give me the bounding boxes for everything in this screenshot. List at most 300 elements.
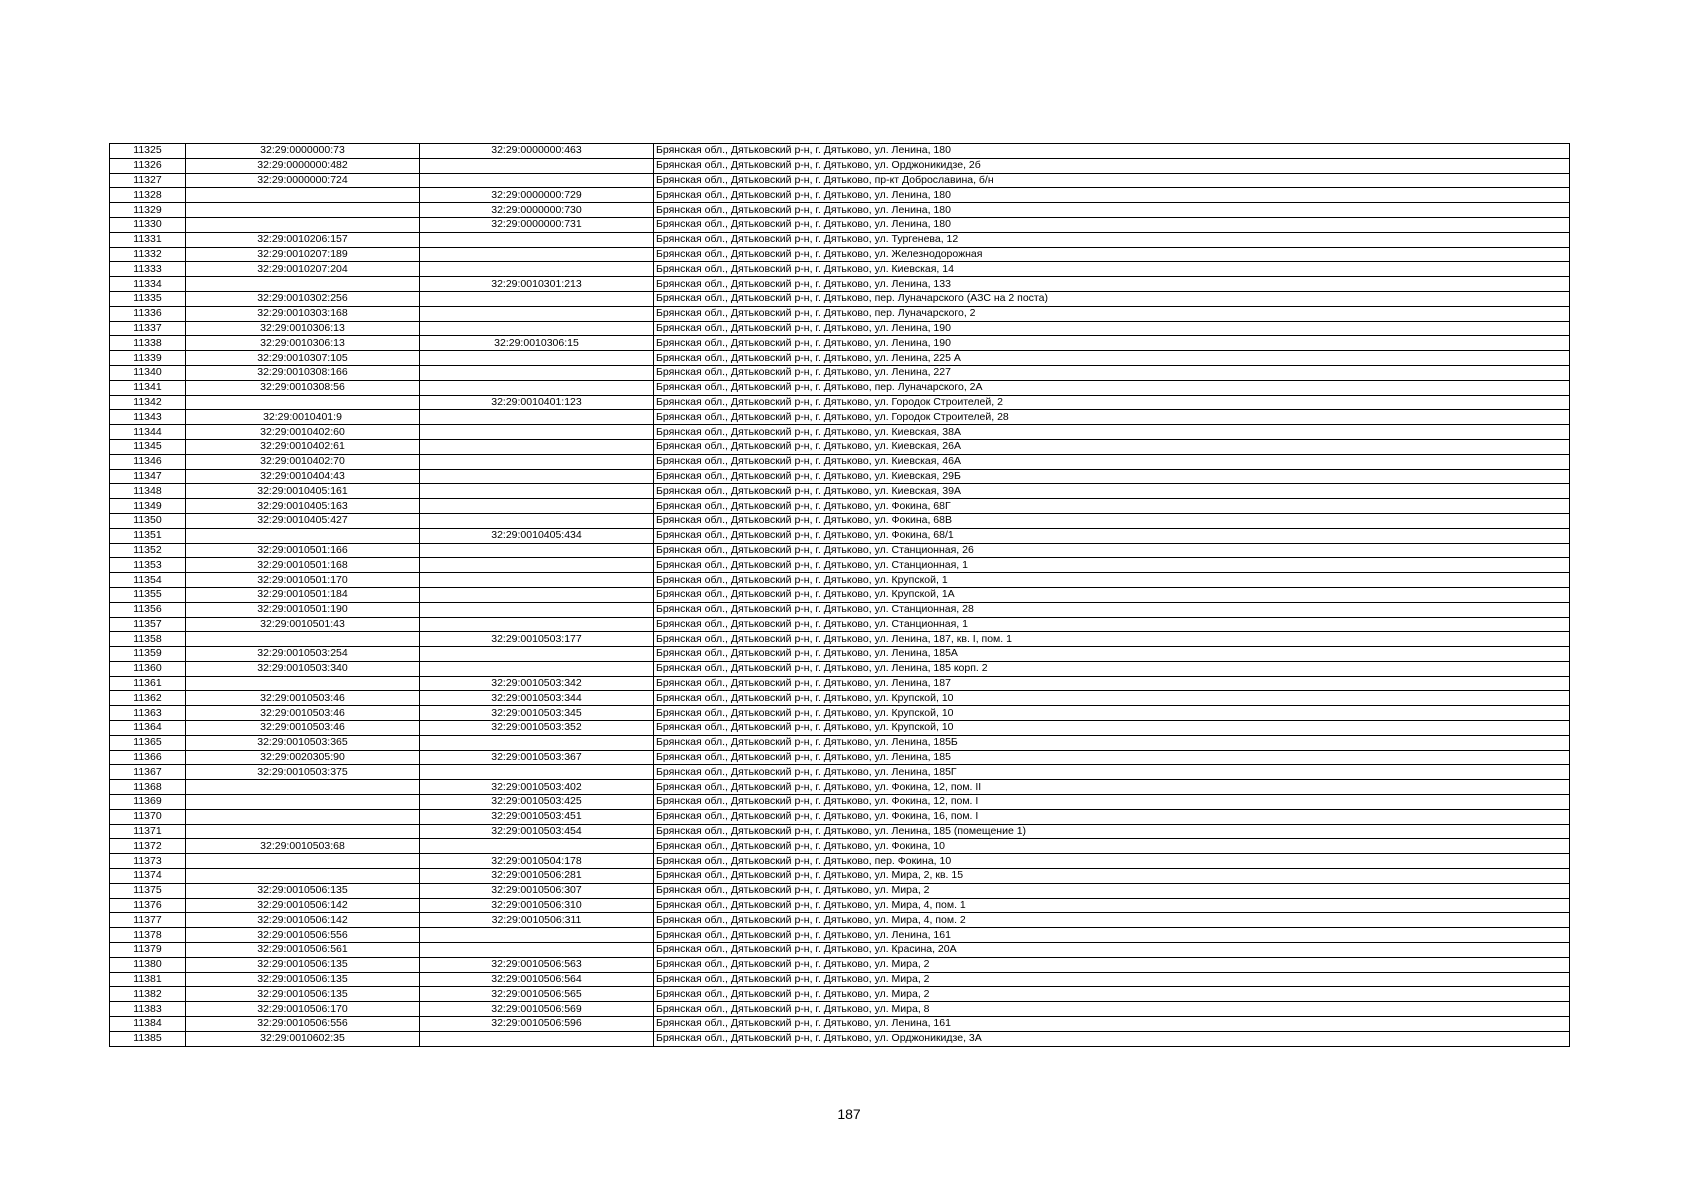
table-row (110, 469, 1570, 484)
land-cadastral-number-cell: 32:29:0010308:166 (186, 365, 420, 380)
table-row (110, 336, 1570, 351)
building-cadastral-number-cell (420, 410, 654, 425)
address-cell: Брянская обл., Дятьковский р-н, г. Дятьково, ул. Орджоникидзе, 3А (654, 1031, 1570, 1046)
building-cadastral-number-cell: 32:29:0010503:425 (420, 795, 654, 810)
table-row (110, 439, 1570, 454)
row-number-cell: 11374 (110, 869, 186, 884)
building-cadastral-number-cell (420, 306, 654, 321)
land-cadastral-number-cell: 32:29:0010506:556 (186, 928, 420, 943)
building-cadastral-number-cell: 32:29:0010301:213 (420, 277, 654, 292)
table-row (110, 883, 1570, 898)
table-row (110, 321, 1570, 336)
building-cadastral-number-cell: 32:29:0010503:345 (420, 706, 654, 721)
row-number-cell: 11359 (110, 647, 186, 662)
table-row (110, 943, 1570, 958)
table-row (110, 499, 1570, 514)
land-cadastral-number-cell: 32:29:0010506:142 (186, 898, 420, 913)
address-cell: Брянская обл., Дятьковский р-н, г. Дятьково, ул. Мира, 2 (654, 957, 1570, 972)
building-cadastral-number-cell: 32:29:0000000:729 (420, 188, 654, 203)
row-number-cell: 11349 (110, 499, 186, 514)
address-cell: Брянская обл., Дятьковский р-н, г. Дятьково, ул. Ленина, 180 (654, 203, 1570, 218)
table-row (110, 513, 1570, 528)
row-number-cell: 11337 (110, 321, 186, 336)
building-cadastral-number-cell (420, 158, 654, 173)
land-cadastral-number-cell: 32:29:0010503:340 (186, 661, 420, 676)
land-cadastral-number-cell (186, 869, 420, 884)
address-cell: Брянская обл., Дятьковский р-н, г. Дятьково, ул. Ленина, 185 (654, 750, 1570, 765)
land-cadastral-number-cell: 32:29:0010506:135 (186, 883, 420, 898)
table-row (110, 602, 1570, 617)
building-cadastral-number-cell: 32:29:0000000:730 (420, 203, 654, 218)
building-cadastral-number-cell (420, 439, 654, 454)
address-cell: Брянская обл., Дятьковский р-н, г. Дятьково, ул. Станционная, 1 (654, 558, 1570, 573)
table-row (110, 395, 1570, 410)
table-row (110, 203, 1570, 218)
address-cell: Брянская обл., Дятьковский р-н, г. Дятьково, ул. Киевская, 46А (654, 454, 1570, 469)
table-row (110, 528, 1570, 543)
row-number-cell: 11339 (110, 351, 186, 366)
table-row (110, 957, 1570, 972)
table-row (110, 972, 1570, 987)
table-row (110, 1031, 1570, 1046)
address-cell: Брянская обл., Дятьковский р-н, г. Дятьково, ул. Киевская, 39А (654, 484, 1570, 499)
row-number-cell: 11372 (110, 839, 186, 854)
building-cadastral-number-cell: 32:29:0010503:352 (420, 721, 654, 736)
table-row (110, 573, 1570, 588)
address-cell: Брянская обл., Дятьковский р-н, г. Дятьково, ул. Ленина, 225 А (654, 351, 1570, 366)
row-number-cell: 11380 (110, 957, 186, 972)
land-cadastral-number-cell: 32:29:0010207:189 (186, 247, 420, 262)
address-cell: Брянская обл., Дятьковский р-н, г. Дятьково, ул. Фокина, 12, пом. II (654, 780, 1570, 795)
row-number-cell: 11383 (110, 1002, 186, 1017)
address-cell: Брянская обл., Дятьковский р-н, г. Дятьково, ул. Станционная, 26 (654, 543, 1570, 558)
table-row (110, 765, 1570, 780)
row-number-cell: 11342 (110, 395, 186, 410)
row-number-cell: 11334 (110, 277, 186, 292)
table-row (110, 217, 1570, 232)
address-cell: Брянская обл., Дятьковский р-н, г. Дятьково, ул. Крупской, 1 (654, 573, 1570, 588)
land-cadastral-number-cell: 32:29:0010506:135 (186, 987, 420, 1002)
table-row (110, 913, 1570, 928)
land-cadastral-number-cell (186, 809, 420, 824)
row-number-cell: 11340 (110, 365, 186, 380)
land-cadastral-number-cell: 32:29:0010308:56 (186, 380, 420, 395)
land-cadastral-number-cell: 32:29:0010402:61 (186, 439, 420, 454)
address-cell: Брянская обл., Дятьковский р-н, г. Дятьково, ул. Крупской, 10 (654, 706, 1570, 721)
row-number-cell: 11353 (110, 558, 186, 573)
building-cadastral-number-cell (420, 602, 654, 617)
land-cadastral-number-cell: 32:29:0010506:135 (186, 957, 420, 972)
address-cell: Брянская обл., Дятьковский р-н, г. Дятьково, ул. Киевская, 29Б (654, 469, 1570, 484)
building-cadastral-number-cell (420, 617, 654, 632)
building-cadastral-number-cell (420, 839, 654, 854)
land-cadastral-number-cell: 32:29:0000000:724 (186, 173, 420, 188)
land-cadastral-number-cell (186, 188, 420, 203)
building-cadastral-number-cell (420, 765, 654, 780)
address-cell: Брянская обл., Дятьковский р-н, г. Дятьково, ул. Ленина, 180 (654, 188, 1570, 203)
table-row (110, 291, 1570, 306)
address-cell: Брянская обл., Дятьковский р-н, г. Дятьково, ул. Ленина, 190 (654, 336, 1570, 351)
row-number-cell: 11351 (110, 528, 186, 543)
land-cadastral-number-cell: 32:29:0010402:60 (186, 425, 420, 440)
row-number-cell: 11366 (110, 750, 186, 765)
table-row (110, 144, 1570, 159)
row-number-cell: 11341 (110, 380, 186, 395)
address-cell: Брянская обл., Дятьковский р-н, г. Дятьково, ул. Ленина, 180 (654, 144, 1570, 159)
row-number-cell: 11360 (110, 661, 186, 676)
row-number-cell: 11375 (110, 883, 186, 898)
building-cadastral-number-cell (420, 262, 654, 277)
land-cadastral-number-cell (186, 632, 420, 647)
building-cadastral-number-cell (420, 351, 654, 366)
building-cadastral-number-cell: 32:29:0010506:310 (420, 898, 654, 913)
land-cadastral-number-cell: 32:29:0010405:163 (186, 499, 420, 514)
address-cell: Брянская обл., Дятьковский р-н, г. Дятьково, ул. Крупской, 10 (654, 691, 1570, 706)
row-number-cell: 11382 (110, 987, 186, 1002)
row-number-cell: 11367 (110, 765, 186, 780)
table-row (110, 1002, 1570, 1017)
table-row (110, 587, 1570, 602)
address-cell: Брянская обл., Дятьковский р-н, г. Дятьково, ул. Мира, 4, пом. 1 (654, 898, 1570, 913)
land-cadastral-number-cell (186, 780, 420, 795)
address-cell: Брянская обл., Дятьковский р-н, г. Дятьково, ул. Крупской, 10 (654, 721, 1570, 736)
row-number-cell: 11330 (110, 217, 186, 232)
address-cell: Брянская обл., Дятьковский р-н, г. Дятьково, ул. Ленина, 185Б (654, 735, 1570, 750)
table-row (110, 735, 1570, 750)
row-number-cell: 11362 (110, 691, 186, 706)
row-number-cell: 11343 (110, 410, 186, 425)
building-cadastral-number-cell (420, 647, 654, 662)
address-cell: Брянская обл., Дятьковский р-н, г. Дятьково, ул. Ленина, 185А (654, 647, 1570, 662)
address-cell: Брянская обл., Дятьковский р-н, г. Дятьково, ул. Ленина, 187 (654, 676, 1570, 691)
table-row (110, 706, 1570, 721)
address-cell: Брянская обл., Дятьковский р-н, г. Дятьково, ул. Фокина, 16, пом. I (654, 809, 1570, 824)
row-number-cell: 11376 (110, 898, 186, 913)
building-cadastral-number-cell (420, 943, 654, 958)
row-number-cell: 11355 (110, 587, 186, 602)
building-cadastral-number-cell (420, 454, 654, 469)
land-cadastral-number-cell (186, 824, 420, 839)
building-cadastral-number-cell (420, 469, 654, 484)
table-row (110, 898, 1570, 913)
land-cadastral-number-cell (186, 795, 420, 810)
table-row (110, 839, 1570, 854)
table-row (110, 721, 1570, 736)
row-number-cell: 11345 (110, 439, 186, 454)
row-number-cell: 11379 (110, 943, 186, 958)
row-number-cell: 11332 (110, 247, 186, 262)
land-cadastral-number-cell (186, 277, 420, 292)
row-number-cell: 11369 (110, 795, 186, 810)
table-row (110, 795, 1570, 810)
building-cadastral-number-cell: 32:29:0000000:463 (420, 144, 654, 159)
building-cadastral-number-cell (420, 587, 654, 602)
land-cadastral-number-cell: 32:29:0010501:43 (186, 617, 420, 632)
land-cadastral-number-cell: 32:29:0010503:46 (186, 691, 420, 706)
table-row (110, 454, 1570, 469)
row-number-cell: 11335 (110, 291, 186, 306)
land-cadastral-number-cell: 32:29:0010506:142 (186, 913, 420, 928)
address-cell: Брянская обл., Дятьковский р-н, г. Дятьково, ул. Ленина, 161 (654, 928, 1570, 943)
table-row (110, 632, 1570, 647)
building-cadastral-number-cell: 32:29:0010506:596 (420, 1017, 654, 1032)
table-row (110, 987, 1570, 1002)
building-cadastral-number-cell: 32:29:0010503:342 (420, 676, 654, 691)
land-cadastral-number-cell: 32:29:0010405:161 (186, 484, 420, 499)
table-row (110, 351, 1570, 366)
address-cell: Брянская обл., Дятьковский р-н, г. Дятьково, ул. Мира, 4, пом. 2 (654, 913, 1570, 928)
building-cadastral-number-cell: 32:29:0010506:569 (420, 1002, 654, 1017)
building-cadastral-number-cell (420, 543, 654, 558)
land-cadastral-number-cell: 32:29:0010503:68 (186, 839, 420, 854)
table-row (110, 410, 1570, 425)
building-cadastral-number-cell: 32:29:0010306:15 (420, 336, 654, 351)
row-number-cell: 11357 (110, 617, 186, 632)
building-cadastral-number-cell: 32:29:0010506:565 (420, 987, 654, 1002)
address-cell: Брянская обл., Дятьковский р-н, г. Дятьково, ул. Ленина, 185 (помещение 1) (654, 824, 1570, 839)
row-number-cell: 11333 (110, 262, 186, 277)
address-cell: Брянская обл., Дятьковский р-н, г. Дятьково, ул. Ленина, 190 (654, 321, 1570, 336)
row-number-cell: 11338 (110, 336, 186, 351)
address-cell: Брянская обл., Дятьковский р-н, г. Дятьково, ул. Орджоникидзе, 2б (654, 158, 1570, 173)
land-cadastral-number-cell: 32:29:0010501:184 (186, 587, 420, 602)
row-number-cell: 11377 (110, 913, 186, 928)
row-number-cell: 11358 (110, 632, 186, 647)
address-cell: Брянская обл., Дятьковский р-н, г. Дятьково, ул. Ленина, 185Г (654, 765, 1570, 780)
building-cadastral-number-cell: 32:29:0010405:434 (420, 528, 654, 543)
table-row (110, 543, 1570, 558)
land-cadastral-number-cell: 32:29:0010306:13 (186, 321, 420, 336)
table-row (110, 780, 1570, 795)
row-number-cell: 11331 (110, 232, 186, 247)
building-cadastral-number-cell: 32:29:0010503:177 (420, 632, 654, 647)
land-cadastral-number-cell: 32:29:0000000:73 (186, 144, 420, 159)
row-number-cell: 11350 (110, 513, 186, 528)
address-cell: Брянская обл., Дятьковский р-н, г. Дятьково, ул. Киевская, 14 (654, 262, 1570, 277)
land-cadastral-number-cell: 32:29:0010401:9 (186, 410, 420, 425)
table-row (110, 425, 1570, 440)
row-number-cell: 11368 (110, 780, 186, 795)
building-cadastral-number-cell (420, 380, 654, 395)
row-number-cell: 11373 (110, 854, 186, 869)
table-row (110, 262, 1570, 277)
table-row (110, 617, 1570, 632)
address-cell: Брянская обл., Дятьковский р-н, г. Дятьково, ул. Ленина, 227 (654, 365, 1570, 380)
address-cell: Брянская обл., Дятьковский р-н, г. Дятьково, ул. Станционная, 1 (654, 617, 1570, 632)
table-row (110, 247, 1570, 262)
building-cadastral-number-cell (420, 365, 654, 380)
address-cell: Брянская обл., Дятьковский р-н, г. Дятьково, ул. Мира, 2 (654, 972, 1570, 987)
land-cadastral-number-cell: 32:29:0010503:46 (186, 706, 420, 721)
building-cadastral-number-cell (420, 232, 654, 247)
row-number-cell: 11363 (110, 706, 186, 721)
row-number-cell: 11328 (110, 188, 186, 203)
building-cadastral-number-cell: 32:29:0010503:367 (420, 750, 654, 765)
land-cadastral-number-cell: 32:29:0010506:170 (186, 1002, 420, 1017)
address-cell: Брянская обл., Дятьковский р-н, г. Дятьково, ул. Фокина, 68Г (654, 499, 1570, 514)
building-cadastral-number-cell (420, 1031, 654, 1046)
table-row (110, 188, 1570, 203)
table-row (110, 1017, 1570, 1032)
table-row (110, 484, 1570, 499)
land-cadastral-number-cell: 32:29:0010503:365 (186, 735, 420, 750)
building-cadastral-number-cell: 32:29:0010503:344 (420, 691, 654, 706)
building-cadastral-number-cell: 32:29:0010504:178 (420, 854, 654, 869)
address-cell: Брянская обл., Дятьковский р-н, г. Дятьково, ул. Мира, 8 (654, 1002, 1570, 1017)
address-cell: Брянская обл., Дятьковский р-н, г. Дятьково, ул. Киевская, 38А (654, 425, 1570, 440)
building-cadastral-number-cell: 32:29:0010503:402 (420, 780, 654, 795)
land-cadastral-number-cell: 32:29:0010501:190 (186, 602, 420, 617)
building-cadastral-number-cell (420, 484, 654, 499)
land-cadastral-number-cell: 32:29:0010405:427 (186, 513, 420, 528)
building-cadastral-number-cell: 32:29:0010506:563 (420, 957, 654, 972)
land-cadastral-number-cell: 32:29:0010506:561 (186, 943, 420, 958)
row-number-cell: 11348 (110, 484, 186, 499)
land-cadastral-number-cell: 32:29:0010503:254 (186, 647, 420, 662)
registry-sheet (109, 143, 1569, 1047)
table-row (110, 869, 1570, 884)
address-cell: Брянская обл., Дятьковский р-н, г. Дятьково, ул. Фокина, 12, пом. I (654, 795, 1570, 810)
row-number-cell: 11325 (110, 144, 186, 159)
land-cadastral-number-cell: 32:29:0010501:170 (186, 573, 420, 588)
table-row (110, 558, 1570, 573)
building-cadastral-number-cell: 32:29:0010506:311 (420, 913, 654, 928)
table-row (110, 158, 1570, 173)
address-cell: Брянская обл., Дятьковский р-н, г. Дятьково, пер. Фокина, 10 (654, 854, 1570, 869)
table-row (110, 750, 1570, 765)
table-row (110, 661, 1570, 676)
table-row (110, 647, 1570, 662)
building-cadastral-number-cell: 32:29:0010401:123 (420, 395, 654, 410)
row-number-cell: 11385 (110, 1031, 186, 1046)
land-cadastral-number-cell (186, 203, 420, 218)
land-cadastral-number-cell (186, 528, 420, 543)
land-cadastral-number-cell: 32:29:0010404:43 (186, 469, 420, 484)
land-cadastral-number-cell: 32:29:0010402:70 (186, 454, 420, 469)
land-cadastral-number-cell: 32:29:0020305:90 (186, 750, 420, 765)
address-cell: Брянская обл., Дятьковский р-н, г. Дятьково, ул. Мира, 2 (654, 883, 1570, 898)
address-cell: Брянская обл., Дятьковский р-н, г. Дятьково, ул. Мира, 2 (654, 987, 1570, 1002)
address-cell: Брянская обл., Дятьковский р-н, г. Дятьково, ул. Ленина, 185 корп. 2 (654, 661, 1570, 676)
table-row (110, 365, 1570, 380)
building-cadastral-number-cell: 32:29:0010503:454 (420, 824, 654, 839)
row-number-cell: 11378 (110, 928, 186, 943)
land-cadastral-number-cell: 32:29:0010206:157 (186, 232, 420, 247)
land-cadastral-number-cell: 32:29:0010506:135 (186, 972, 420, 987)
address-cell: Брянская обл., Дятьковский р-н, г. Дятьково, ул. Фокина, 68/1 (654, 528, 1570, 543)
row-number-cell: 11336 (110, 306, 186, 321)
address-cell: Брянская обл., Дятьковский р-н, г. Дятьково, ул. Ленина, 161 (654, 1017, 1570, 1032)
table-row (110, 306, 1570, 321)
building-cadastral-number-cell: 32:29:0010506:281 (420, 869, 654, 884)
land-cadastral-number-cell: 32:29:0010207:204 (186, 262, 420, 277)
page-number: 187 (837, 1106, 861, 1122)
row-number-cell: 11347 (110, 469, 186, 484)
building-cadastral-number-cell (420, 558, 654, 573)
building-cadastral-number-cell (420, 321, 654, 336)
land-cadastral-number-cell: 32:29:0010501:168 (186, 558, 420, 573)
property-registry-table (109, 143, 1570, 1047)
building-cadastral-number-cell (420, 425, 654, 440)
building-cadastral-number-cell: 32:29:0000000:731 (420, 217, 654, 232)
address-cell: Брянская обл., Дятьковский р-н, г. Дятьково, ул. Крупской, 1А (654, 587, 1570, 602)
row-number-cell: 11326 (110, 158, 186, 173)
registry-table-body (110, 144, 1570, 1047)
address-cell: Брянская обл., Дятьковский р-н, г. Дятьково, пер. Луначарского (АЗС на 2 поста) (654, 291, 1570, 306)
table-row (110, 676, 1570, 691)
address-cell: Брянская обл., Дятьковский р-н, г. Дятьково, ул. Тургенева, 12 (654, 232, 1570, 247)
building-cadastral-number-cell (420, 247, 654, 262)
land-cadastral-number-cell: 32:29:0010503:375 (186, 765, 420, 780)
building-cadastral-number-cell (420, 928, 654, 943)
land-cadastral-number-cell: 32:29:0010306:13 (186, 336, 420, 351)
row-number-cell: 11329 (110, 203, 186, 218)
row-number-cell: 11354 (110, 573, 186, 588)
address-cell: Брянская обл., Дятьковский р-н, г. Дятьково, ул. Городок Строителей, 28 (654, 410, 1570, 425)
table-row (110, 809, 1570, 824)
land-cadastral-number-cell: 32:29:0010302:256 (186, 291, 420, 306)
building-cadastral-number-cell (420, 735, 654, 750)
table-row (110, 277, 1570, 292)
row-number-cell: 11365 (110, 735, 186, 750)
row-number-cell: 11346 (110, 454, 186, 469)
address-cell: Брянская обл., Дятьковский р-н, г. Дятьково, ул. Красина, 20А (654, 943, 1570, 958)
row-number-cell: 11381 (110, 972, 186, 987)
address-cell: Брянская обл., Дятьковский р-н, г. Дятьково, ул. Ленина, 180 (654, 217, 1570, 232)
land-cadastral-number-cell: 32:29:0010307:105 (186, 351, 420, 366)
row-number-cell: 11327 (110, 173, 186, 188)
building-cadastral-number-cell (420, 291, 654, 306)
row-number-cell: 11371 (110, 824, 186, 839)
land-cadastral-number-cell (186, 854, 420, 869)
address-cell: Брянская обл., Дятьковский р-н, г. Дятьково, ул. Киевская, 26А (654, 439, 1570, 454)
land-cadastral-number-cell (186, 676, 420, 691)
address-cell: Брянская обл., Дятьковский р-н, г. Дятьково, ул. Станционная, 28 (654, 602, 1570, 617)
building-cadastral-number-cell (420, 661, 654, 676)
table-row (110, 824, 1570, 839)
land-cadastral-number-cell (186, 395, 420, 410)
address-cell: Брянская обл., Дятьковский р-н, г. Дятьково, ул. Железнодорожная (654, 247, 1570, 262)
building-cadastral-number-cell: 32:29:0010503:451 (420, 809, 654, 824)
table-row (110, 928, 1570, 943)
row-number-cell: 11361 (110, 676, 186, 691)
table-row (110, 854, 1570, 869)
row-number-cell: 11364 (110, 721, 186, 736)
building-cadastral-number-cell (420, 513, 654, 528)
address-cell: Брянская обл., Дятьковский р-н, г. Дятьково, ул. Ленина, 133 (654, 277, 1570, 292)
table-row (110, 380, 1570, 395)
land-cadastral-number-cell: 32:29:0010503:46 (186, 721, 420, 736)
land-cadastral-number-cell (186, 217, 420, 232)
table-row (110, 691, 1570, 706)
row-number-cell: 11356 (110, 602, 186, 617)
row-number-cell: 11352 (110, 543, 186, 558)
building-cadastral-number-cell (420, 573, 654, 588)
building-cadastral-number-cell: 32:29:0010506:307 (420, 883, 654, 898)
land-cadastral-number-cell: 32:29:0010501:166 (186, 543, 420, 558)
address-cell: Брянская обл., Дятьковский р-н, г. Дятьково, ул. Мира, 2, кв. 15 (654, 869, 1570, 884)
address-cell: Брянская обл., Дятьковский р-н, г. Дятьково, ул. Ленина, 187, кв. I, пом. 1 (654, 632, 1570, 647)
address-cell: Брянская обл., Дятьковский р-н, г. Дятьково, пер. Луначарского, 2 (654, 306, 1570, 321)
building-cadastral-number-cell (420, 499, 654, 514)
address-cell: Брянская обл., Дятьковский р-н, г. Дятьково, ул. Фокина, 68В (654, 513, 1570, 528)
address-cell: Брянская обл., Дятьковский р-н, г. Дятьково, пер. Луначарского, 2А (654, 380, 1570, 395)
land-cadastral-number-cell: 32:29:0000000:482 (186, 158, 420, 173)
address-cell: Брянская обл., Дятьковский р-н, г. Дятьково, ул. Фокина, 10 (654, 839, 1570, 854)
row-number-cell: 11384 (110, 1017, 186, 1032)
address-cell: Брянская обл., Дятьковский р-н, г. Дятьково, пр-кт Доброславина, б/н (654, 173, 1570, 188)
row-number-cell: 11344 (110, 425, 186, 440)
